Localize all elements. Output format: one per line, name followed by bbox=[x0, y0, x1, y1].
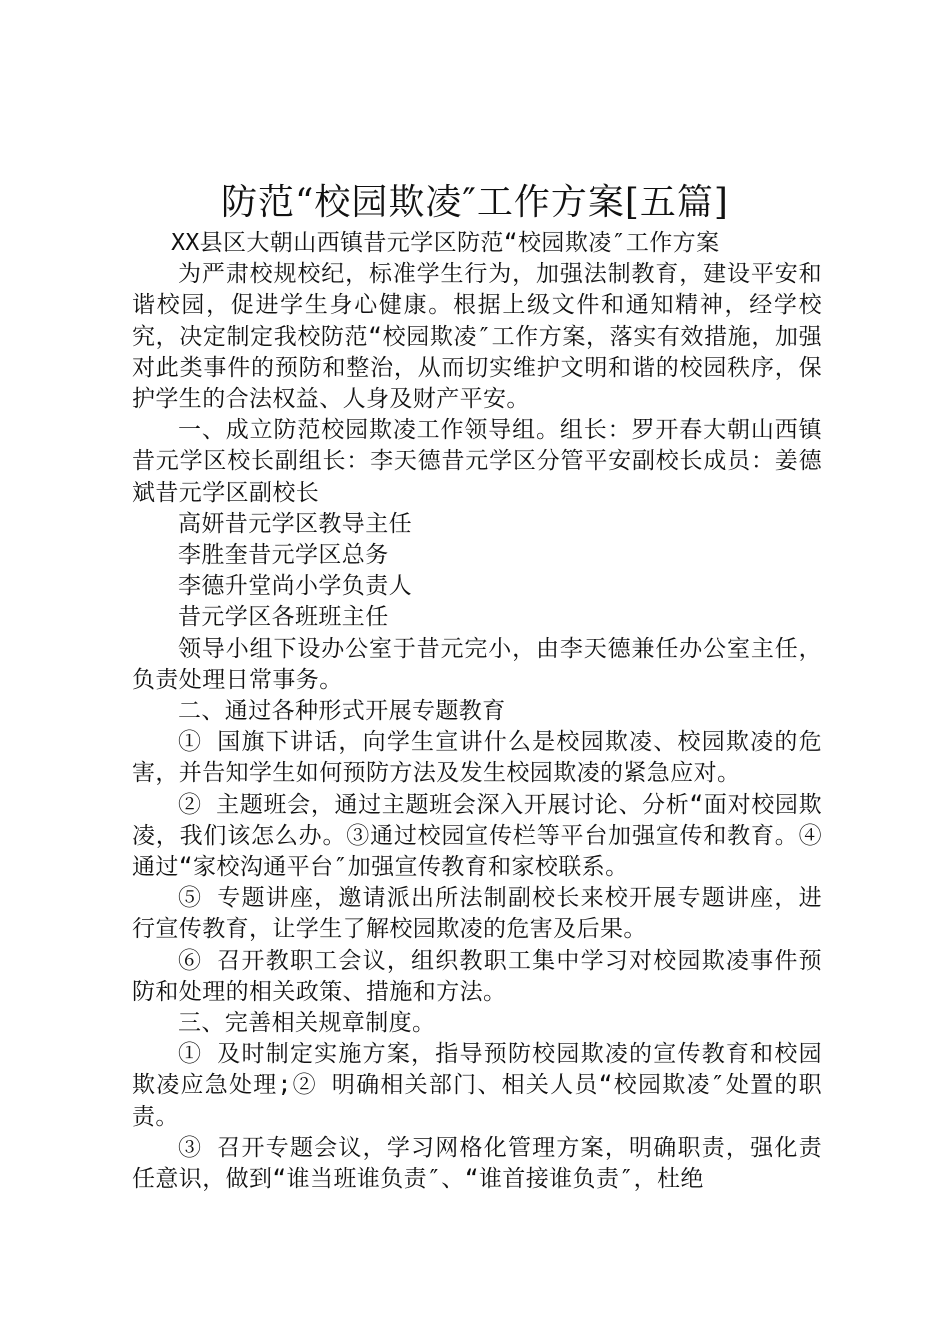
paragraph-rule-3: ③ 召开专题会议，学习网格化管理方案，明确职责，强化责任意识，做到“谁当班谁负责″、“谁首接谁负责″，杜绝 bbox=[132, 1134, 822, 1193]
document-subtitle: XX县区大朝山西镇昔元学区防范“校园欺凌″工作方案 bbox=[171, 230, 720, 256]
paragraph-rule-1: ① 及时制定实施方案，指导预防校园欺凌的宣传教育和校园欺凌应急处理;② 明确相关部门、相关人员“校园欺凌″处置的职责。 bbox=[132, 1041, 822, 1130]
paragraph-member-3: 李德升堂尚小学负责人 bbox=[178, 573, 412, 600]
paragraph-item-6: ⑥ 召开教职工会议，组织教职工集中学习对校园欺凌事件预防和处理的相关政策、措施和方法。 bbox=[132, 947, 822, 1005]
paragraph-member-2: 李胜奎昔元学区总务 bbox=[178, 542, 389, 569]
document-body bbox=[132, 228, 822, 1195]
paragraph-leadership-group: 一、成立防范校园欺凌工作领导组。组长：罗开春大朝山西镇昔元学区校长副组长：李天德昔元学区分管平安副校长成员：姜德斌昔元学区副校长 bbox=[132, 417, 822, 506]
paragraph-item-5: ⑤ 专题讲座，邀请派出所法制副校长来校开展专题讲座，进行宣传教育，让学生了解校园欺凌的危害及后果。 bbox=[132, 885, 822, 943]
document-title: 防范“校园欺凌″工作方案[五篇] bbox=[221, 182, 729, 223]
paragraph-item-1: ① 国旗下讲话，向学生宣讲什么是校园欺凌、校园欺凌的危害，并告知学生如何预防方法及发生校园欺凌的紧急应对。 bbox=[132, 729, 822, 787]
section-heading-3: 三、完善相关规章制度。 bbox=[178, 1010, 436, 1037]
paragraph-member-1: 高妍昔元学区教导主任 bbox=[178, 510, 412, 537]
paragraph-item-2: ② 主题班会，通过主题班会深入开展讨论、分析“面对校园欺凌，我们该怎么办。③通过校园宣传栏等平台加强宣传和教育。④通过“家校沟通平台″加强宣传教育和家校联系。 bbox=[132, 791, 822, 881]
paragraph-intro: 为严肃校规校纪，标准学生行为，加强法制教育，建设平安和谐校园，促进学生身心健康。根据上级文件和通知精神，经学校究，决定制定我校防范“校园欺凌″工作方案，落实有效措施，加强对此类事件的预防和整治，从而切实维护文明和谐的校园秩序，保护学生的合法权益、人身及财产平安。 bbox=[132, 261, 822, 413]
section-heading-2: 二、通过各种形式开展专题教育 bbox=[178, 698, 506, 725]
paragraph-office: 领导小组下设办公室于昔元完小，由李天德兼任办公室主任，负责处理日常事务。 bbox=[132, 635, 822, 693]
paragraph-member-4: 昔元学区各班班主任 bbox=[178, 604, 389, 631]
